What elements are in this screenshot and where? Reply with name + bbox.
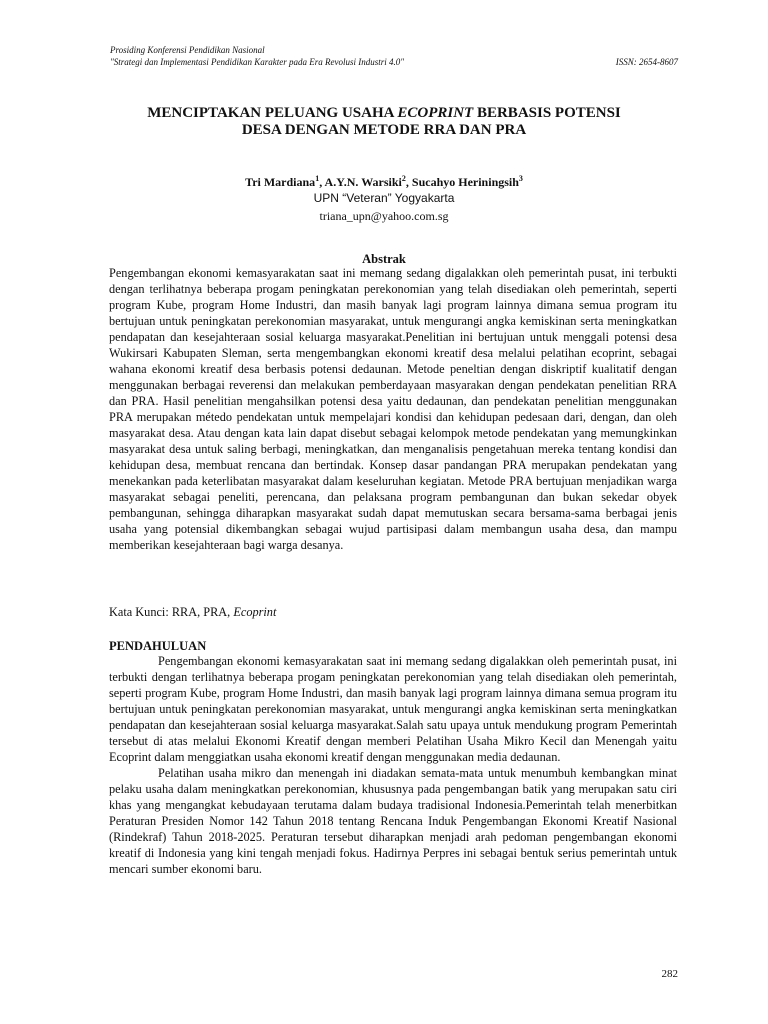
author-1-affil: 1 xyxy=(315,174,320,183)
author-1: Tri Mardiana xyxy=(245,175,316,189)
running-header-issn: ISSN: 2654-8607 xyxy=(615,57,678,67)
author-list xyxy=(80,171,688,190)
author-2-affil: 2 xyxy=(401,174,406,183)
title-line-2: DESA DENGAN METODE RRA DAN PRA xyxy=(241,122,527,138)
running-header-journal: Prosiding Konferensi Pendidikan Nasional xyxy=(110,45,265,55)
author-2: , A.Y.N. Warsiki xyxy=(319,175,402,189)
author-3: , Sucahyo Heriningsih xyxy=(405,175,519,189)
affiliation: UPN “Veteran” Yogyakarta xyxy=(313,191,455,205)
keyword-ecoprint: Ecoprint xyxy=(233,605,277,619)
abstract-heading: Abstrak xyxy=(362,252,406,266)
paragraph: Pelatihan usaha mikro dan menengah ini diadakan semata-mata untuk menumbuh kembangkan minat pelaku usaha dalam meningkatkan perekonomian, khususnya pada pengembangan batik yang merupakan satu ciri khas yang mengangkat kebudayaan terutama dalam budaya tradisional Indonesia.Pemerintah telah menerbitkan Peraturan Presiden Nomor 142 Tahun 2018 tentang Rencana Induk Pengembangan Ekonomi Kreatif Nasional (Rindekraf) Tahun 2018-2025. Peraturan tersebut diharapkan menjadi arah pedoman pengembangan ekonomi kreatif di Indonesia yang kini tengah menjadi fokus. Hadirnya Perpres ini sebagai bentuk serius pemerintah untuk mencari sumber ekonomi baru. xyxy=(109,766,677,876)
paragraph: Pengembangan ekonomi kemasyarakatan saat ini memang sedang digalakkan oleh pemerintah pusat, ini terbukti dengan terlihatnya beberapa progam peningkatan perekonomian yang telah disediakan oleh pemerintah, seperti program Kube, program Home Industri, dan masih banyak lagi program lainnya dimana semua program itu bertujuan untuk peningkatan perekonomian masyarakat, untuk mengurangi angka kemiskinan serta meningkatkan pendapatan dan kesejahteraan sosial keluarga masyarakat.Salah satu upaya untuk mendukung program Pemerintah tersebut di atas melalui Ekonomi Kreatif dengan memberi Pelatihan Usaha Mikro Kecil dan Menengah yaitu Ecoprint dalam menggiatkan usaha ekonomi kreatif dengan menggunakan media dedaunan. xyxy=(109,654,677,764)
page-number: 282 xyxy=(661,968,678,980)
keywords xyxy=(109,604,276,620)
section-body xyxy=(109,653,677,877)
running-header-theme: "Strategi dan Implementasi Pendidikan Karakter pada Era Revolusi Industri 4.0" xyxy=(110,57,405,67)
author-email: triana_upn@yahoo.com.sg xyxy=(319,209,449,223)
title-italic: ECOPRINT xyxy=(397,105,474,121)
title-part-1: MENCIPTAKAN PELUANG USAHA xyxy=(147,105,398,121)
section-heading-pendahuluan: PENDAHULUAN xyxy=(109,639,207,653)
keywords-label: Kata Kunci: RRA, PRA, xyxy=(109,605,234,619)
title-line-1 xyxy=(80,105,688,122)
running-header-line2 xyxy=(110,56,678,68)
paper-title xyxy=(80,105,688,139)
title-part-2: BERBASIS POTENSI xyxy=(473,105,621,121)
abstract-body: Pengembangan ekonomi kemasyarakatan saat ini memang sedang digalakkan oleh pemerintah pusat, ini terbukti dengan terlihatnya beberapa progam peningkatan perekonomian yang telah disediakan oleh pemerintah, seperti program Kube, program Home Industri, dan masih banyak lagi program lainnya dimana semua program itu bertujuan untuk peningkatan perekonomian masyarakat, untuk mengurangi angka kemiskinan serta meningkatkan pendapatan dan kesejahteraan sosial keluarga masyarakat.Penelitian ini bertujuan untuk menggali potensi desa Wukirsari Kabupaten Sleman, serta mengembangkan ekonomi kreatif desa melalui pelatihan ecoprint, sebagai wahana ekonomi kreatif desa berbasis potensi dedaunan. Metode peneltian dengan diskriptif kualitatif dengan menggunakan berbagai reverensi dan melakukan pemberdayaan masyarakan dengan pendekatan penelitian RRA dan PRA. Hasil penelitian mengahsilkan potensi desa yaitu dedaunan, dan pendekatan penelitian menggunakan PRA merupakan métedo pendekatan untuk mempelajari kondisi dan kehidupan pedesaan dari, dengan, dan oleh masyarakat desa. Atau dengan kata lain dapat disebut sebagai kelompok metode pendekatan yang memungkinkan masyarakat desa untuk saling berbagi, meningkatkan, dan menganalisis pengetahuan mereka tentang kondisi dan kehidupan desa, membuat rencana dan bertindak. Konsep dasar pandangan PRA merupakan pendekatan yang menekankan pada keterlibatan masyarakat dalam keseluruhan kegiatan. Metode PRA bertujuan menjadikan warga masyarakat sebagai peneliti, perencana, dan pelaksana program pembangunan dan bukan sekedar obyek pembangunan, sehingga diharapkan masyarakat sudah dapat memutuskan secara bersama-sama berbagai jenis usaha yang potensial dikembangkan sebagai wujud partisipasi dalam membangun usaha desa, dan mampu memberikan kesejahteraan bagi warga desanya. xyxy=(109,266,677,552)
author-3-affil: 3 xyxy=(518,174,523,183)
